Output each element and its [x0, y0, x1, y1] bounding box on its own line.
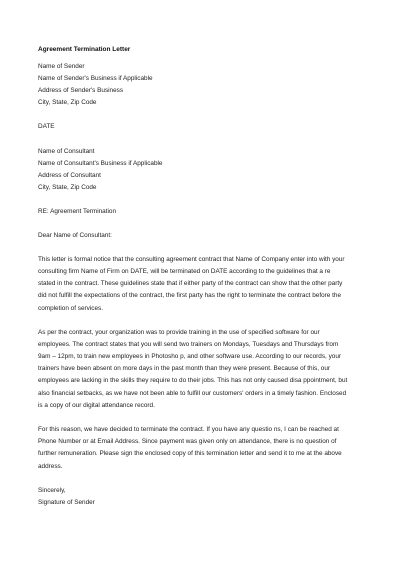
paragraph-1	[38, 254, 368, 314]
paragraph-line: Phone Number or at Email Address. Since payment was given only on attendance, there is no question of	[38, 438, 337, 446]
paragraph-line: further remuneration. Please sign the enclosed copy of this termination letter and send it to me at the above	[38, 450, 342, 458]
sender-block	[38, 61, 368, 109]
paragraph-line: is a copy of our digital attendance record.	[38, 401, 155, 409]
paragraph-line: did not fulfill the expectations of the contract, the first party has the right to terminate the contract before the	[38, 292, 342, 300]
salutation: Dear Name of Consultant:	[38, 232, 112, 240]
closing: Sincerely,	[38, 487, 66, 495]
letter-page	[38, 44, 368, 509]
paragraph-line: employees. The contract states that you will send two trainers on Mondays, Tuesdays and Thursdays from	[38, 341, 339, 349]
sender-business: Name of Sender's Business if Applicable	[38, 75, 153, 83]
letter-date: DATE	[38, 123, 55, 131]
paragraph-line: As per the contract, your organization was to provide training in the use of specified software for our	[38, 329, 320, 337]
paragraph-line: stated in the contract. These guidelines state that if either party of the contract can show that the other party	[38, 280, 343, 288]
paragraph-3	[38, 424, 368, 472]
paragraph-line: consulting firm Name of Firm on DATE, will be terminated on DATE according to the guidelines that a re	[38, 268, 331, 276]
paragraph-line: 9am – 12pm, to train new employees in Photosho p, and other software use. According to our records, your	[38, 353, 342, 361]
sender-name: Name of Sender	[38, 63, 85, 71]
recipient-address: Address of Consultant	[38, 171, 101, 179]
paragraph-line: also financial setbacks, as we have not been able to fulfill our customers' orders in a timely fashion. Enclosed	[38, 389, 347, 397]
paragraph-line: employees are lacking in the skills they require to do their jobs. This has not only caused disa ppointment, but	[38, 377, 348, 385]
recipient-city: City, State, Zip Code	[38, 183, 97, 191]
recipient-block	[38, 146, 368, 194]
paragraph-line: trainers have been absent on more days in the past month than they were present. Because of this, our	[38, 365, 331, 373]
re-line: RE: Agreement Termination	[38, 207, 117, 215]
paragraph-line: For this reason, we have decided to terminate the contract. If you have any questio ns, I can be reached at	[38, 426, 339, 434]
signature: Signature of Sender	[38, 499, 95, 507]
sender-address: Address of Sender's Business	[38, 87, 124, 95]
sender-city: City, State, Zip Code	[38, 99, 97, 107]
recipient-business: Name of Consultant's Business if Applicable	[38, 159, 163, 167]
recipient-name: Name of Consultant	[38, 147, 95, 155]
paragraph-line: This letter is formal notice that the consulting agreement contract that Name of Company enter into with your	[38, 256, 345, 264]
paragraph-2	[38, 327, 368, 412]
paragraph-line: address.	[38, 462, 63, 470]
letter-title: Agreement Termination Letter	[38, 46, 131, 53]
paragraph-line: completion of services.	[38, 304, 103, 312]
